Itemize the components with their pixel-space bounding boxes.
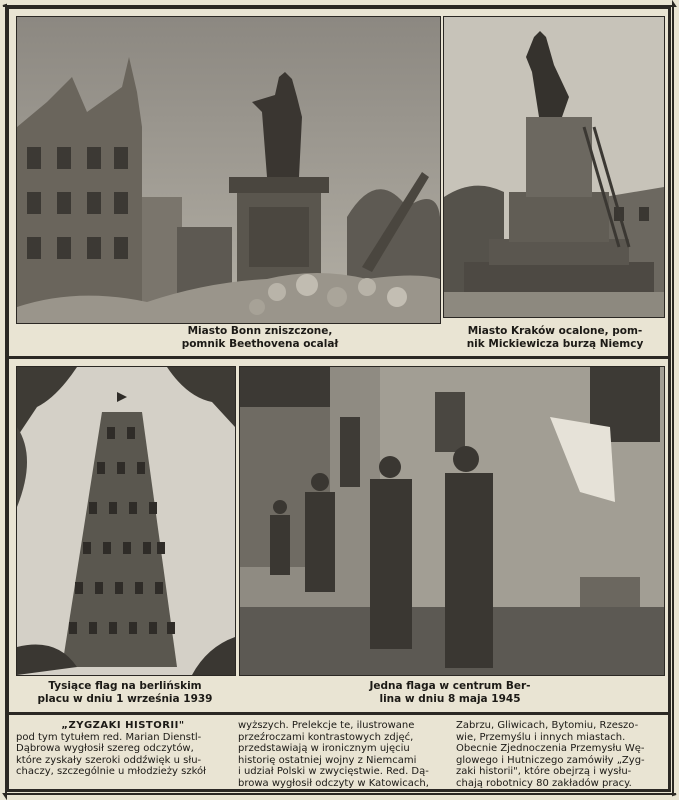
article-line: wie, Przemyślu i innych miastach. — [456, 731, 626, 743]
article-line: Zabrzu, Gliwicach, Bytomiu, Rzeszo- — [456, 720, 639, 731]
article-line: glowego i Hutniczego zamówiły „Zyg- — [456, 754, 645, 766]
article-line: browa wygłosił odczyty w Katowicach, — [238, 777, 429, 789]
article-column-3 — [456, 720, 664, 789]
article-line: historię ostatniej wojny z Niemcami — [238, 754, 417, 766]
caption-line: Jedna flaga w centrum Ber- — [369, 680, 531, 692]
article-line: i udział Polski w zwycięstwie. Red. Dą- — [238, 766, 429, 777]
photo-bonn-beethoven — [16, 16, 441, 324]
caption-krakow — [450, 325, 660, 351]
caption-line: Tysiące flag na berlińskim — [48, 680, 202, 692]
photo-berlin-flags-1939 — [16, 366, 236, 676]
article-line: wyższych. Prelekcje te, ilustrowane — [238, 720, 415, 731]
article-line: chaczy, szczególnie u młodzieży szkół — [16, 766, 206, 777]
caption-line: placu w dniu 1 września 1939 — [37, 693, 213, 705]
photo-berlin-one-flag-1945 — [239, 366, 665, 676]
article-line: zaki historii", które obejrzą i wysłu- — [456, 766, 632, 777]
article-zygzaki-historii — [12, 720, 668, 790]
caption-line: Miasto Kraków ocalone, pom- — [467, 325, 643, 337]
article-column-1 — [16, 720, 230, 778]
article-line: chają robotnicy 80 zakładów pracy. — [456, 777, 632, 789]
caption-line: lina w dniu 8 maja 1945 — [379, 693, 521, 705]
section-divider — [9, 356, 668, 359]
article-title: „ZYGZAKI HISTORII" — [61, 720, 185, 731]
caption-line: Miasto Bonn zniszczone, — [187, 325, 333, 337]
article-column-2 — [238, 720, 448, 789]
caption-berlin-flags — [20, 680, 230, 706]
caption-line: nik Mickiewicza burzą Niemcy — [466, 338, 644, 350]
caption-berlin-one-flag — [340, 680, 560, 706]
section-divider — [9, 712, 668, 715]
photo-krakow-mickiewicz — [443, 16, 665, 318]
article-line: Dąbrowa wygłosił szereg odczytów, — [16, 743, 194, 754]
article-line: przeźroczami kontrastowych zdjęć, — [238, 731, 414, 743]
article-line: które zyskały szeroki oddźwięk u słu- — [16, 754, 202, 766]
caption-line: pomnik Beethovena ocalał — [181, 338, 339, 350]
caption-bonn — [150, 325, 370, 351]
article-line: Obecnie Zjednoczenia Przemysłu Wę- — [456, 743, 645, 754]
article-line: pod tym tytułem red. Marian Dienstl- — [16, 731, 202, 743]
article-line: przedstawiają w ironicznym ujęciu — [238, 743, 410, 754]
